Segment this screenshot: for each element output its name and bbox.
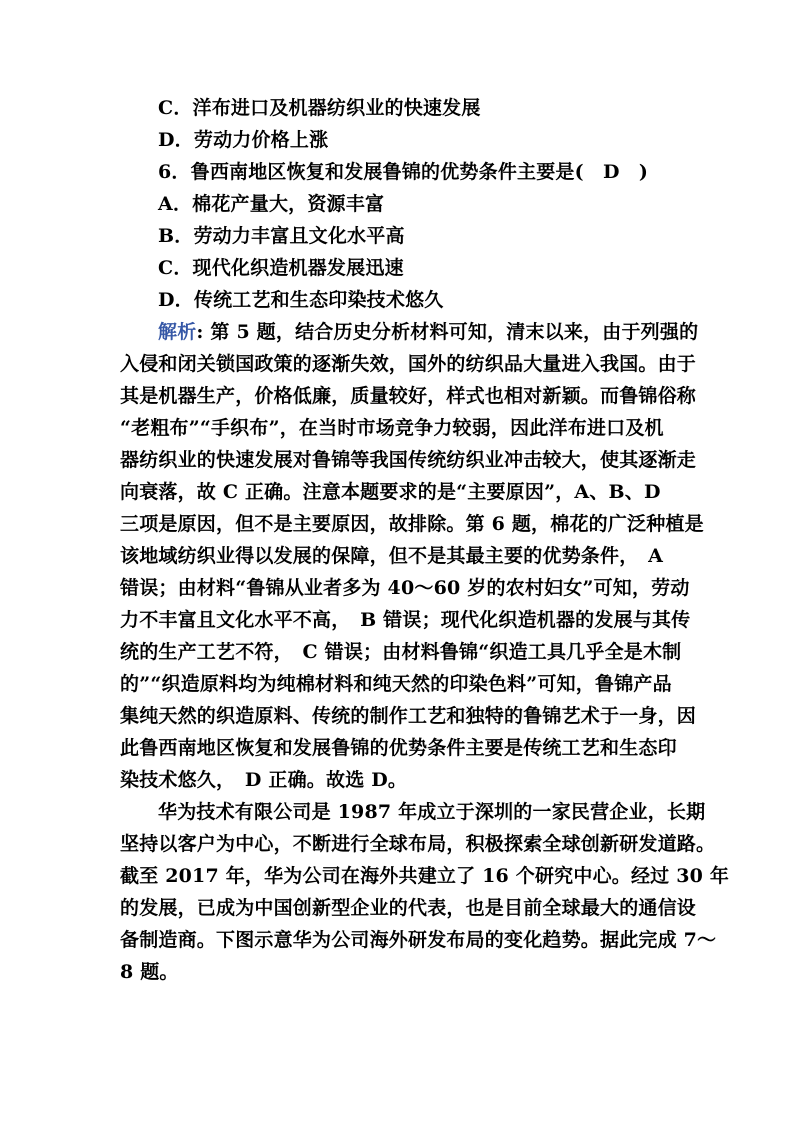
option-d-q6: D．传统工艺和生态印染技术悠久	[158, 289, 444, 311]
explanation-line-14: 此鲁西南地区恢复和发展鲁锦的优势条件主要是传统工艺和生态印	[120, 737, 677, 759]
explanation-line-10: 力不丰富且文化水平不高， B 错误；现代化织造机器的发展与其传	[120, 609, 691, 631]
option-d-q5: D．劳动力价格上涨	[158, 129, 329, 151]
passage-line-3: 截至 2017 年，华为公司在海外共建立了 16 个研究中心。经过 30 年	[120, 865, 730, 887]
option-c-q5: C．洋布进口及机器纺织业的快速发展	[158, 97, 481, 119]
passage-line-6: 8 题。	[120, 961, 179, 983]
explanation-line-3: 其是机器生产，价格低廉，质量较好，样式也相对新颖。而鲁锦俗称	[120, 385, 697, 407]
explanation-line-9: 错误；由材料“鲁锦从业者多为 40～60 岁的农村妇女”可知，劳动	[120, 577, 690, 599]
option-a-q6: A．棉花产量大，资源丰富	[158, 193, 385, 215]
explanation-line-1	[158, 320, 698, 344]
explanation-line-6: 向衰落，故 C 正确。注意本题要求的是“主要原因”，A、B、D	[120, 481, 661, 503]
question-6-stem: 6．鲁西南地区恢复和发展鲁锦的优势条件主要是( D )	[158, 161, 649, 183]
explanation-label: 解析	[158, 321, 197, 343]
explanation-line-7: 三项是原因，但不是主要原因，故排除。第 6 题，棉花的广泛种植是	[120, 513, 704, 535]
explanation-line-11: 统的生产工艺不符， C 错误；由材料鲁锦“织造工具几乎全是木制	[120, 641, 682, 663]
explanation-text: : 第 5 题，结合历史分析材料可知，清末以来，由于列强的	[196, 321, 699, 343]
passage-line-1: 华为技术有限公司是 1987 年成立于深圳的一家民营企业，长期	[158, 801, 706, 823]
passage-line-2: 坚持以客户为中心，不断进行全球布局，积极探索全球创新研发道路。	[120, 833, 716, 855]
explanation-line-4: “老粗布”“手织布”，在当时市场竞争力较弱，因此洋布进口及机	[120, 417, 664, 439]
explanation-line-12: 的”“织造原料均为纯棉材料和纯天然的印染色料”可知，鲁锦产品	[120, 673, 672, 695]
option-c-q6: C．现代化织造机器发展迅速	[158, 257, 404, 279]
option-b-q6: B．劳动力丰富且文化水平高	[158, 225, 405, 247]
passage-line-4: 的发展，已成为中国创新型企业的代表，也是目前全球最大的通信设	[120, 897, 697, 919]
passage-line-5: 备制造商。下图示意华为公司海外研发布局的变化趋势。据此完成 7～	[120, 929, 717, 951]
explanation-line-2: 入侵和闭关锁国政策的逐渐失效，国外的纺织品大量进入我国。由于	[120, 353, 697, 375]
explanation-line-5: 器纺织业的快速发展对鲁锦等我国传统纺织业冲击较大，使其逐渐走	[120, 449, 697, 471]
explanation-line-15: 染技术悠久， D 正确。故选 D。	[120, 769, 408, 791]
explanation-line-13: 集纯天然的织造原料、传统的制作工艺和独特的鲁锦艺术于一身，因	[120, 705, 697, 727]
explanation-line-8: 该地域纺织业得以发展的保障，但不是其最主要的优势条件， A	[120, 545, 664, 567]
